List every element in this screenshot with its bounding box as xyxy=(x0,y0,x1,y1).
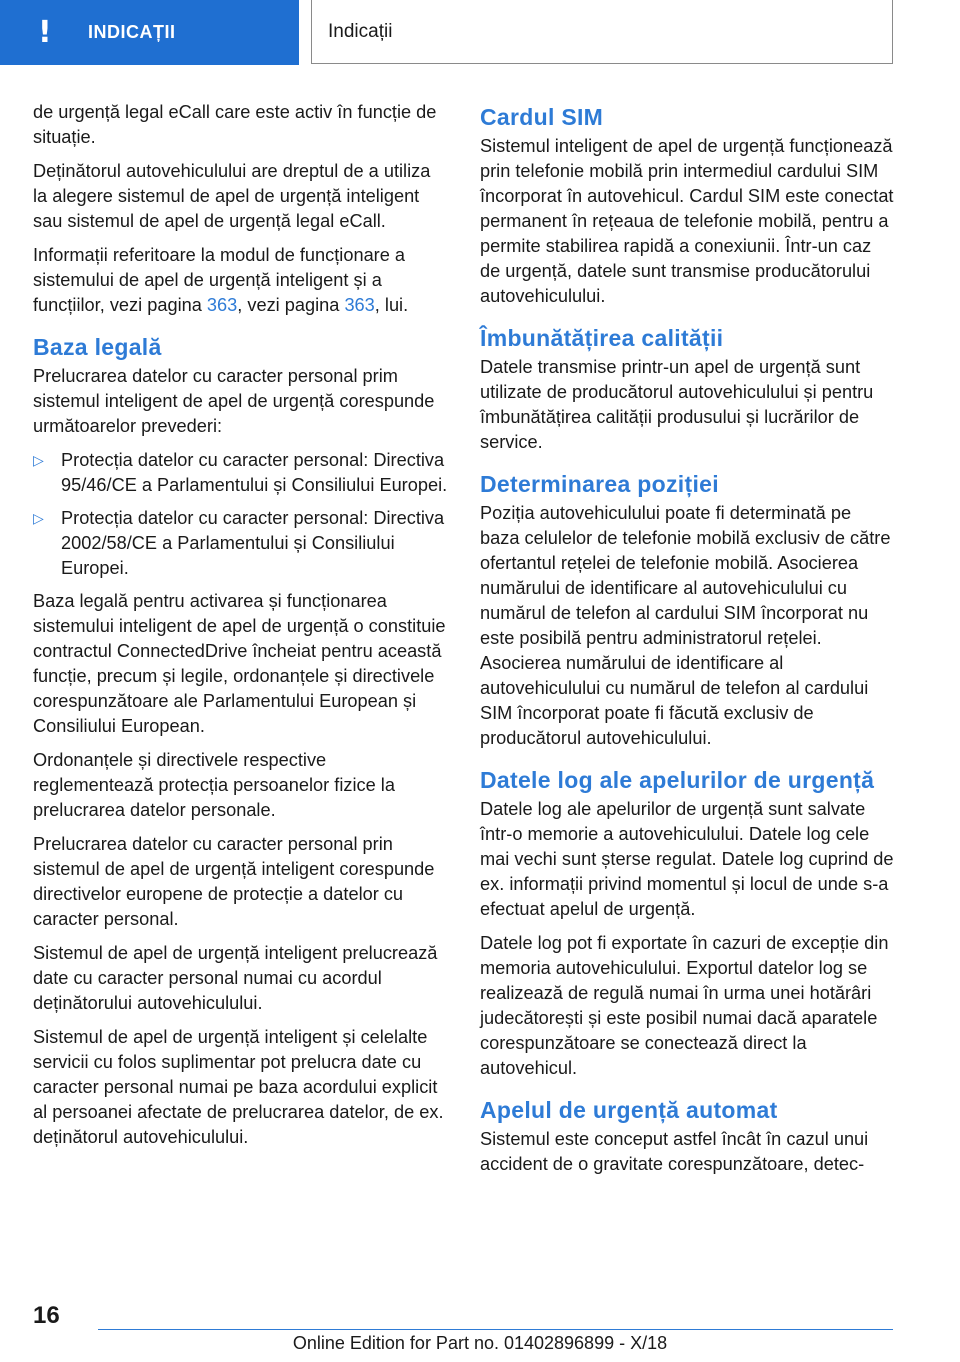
page-number: 16 xyxy=(33,1302,60,1329)
text: Informații referitoare la modul de funcționare a sistemului de apel de urgență inteligent și a funcțiilor, vezi pagina xyxy=(33,245,406,315)
breadcrumb-box xyxy=(311,0,893,64)
paragraph: Prelucrarea datelor cu caracter personal prim sistemul inteligent de apel de urgență corespunde următoarelor prevederi: xyxy=(33,366,435,436)
footer-edition: Online Edition for Part no. 01402896899 - X/18 xyxy=(292,1333,668,1353)
paragraph: Sistemul de apel de urgență inteligent prelucrează date cu caracter personal numai cu acordul deținătorului autovehiculului. xyxy=(33,943,438,1013)
paragraph: Deținătorul autovehiculului are dreptul de a utiliza la alegere sistemul de apel de urgență inteligent sau sistemul de apel de urgență legal eCall. xyxy=(33,161,431,231)
list-item-text: Protecția datelor cu caracter personal: Directiva 2002/58/CE a Parlamentului și Consiliului Europei. xyxy=(61,508,445,578)
paragraph: Baza legală pentru activarea și funcționarea sistemului inteligent de apel de urgență o constituie contractul ConnectedDrive încheiat pentru această funcție, precum și legile, ordonanțele și directivele corespunzătoare ale Parlamentului European și Consiliului European. xyxy=(33,591,446,736)
paragraph: Datele transmise printr-un apel de urgență sunt utilizate de producătorul autovehiculului și pentru îmbunătățirea calității produsului și lucrărilor de service. xyxy=(480,357,874,452)
left-column xyxy=(33,100,448,1159)
heading-cardul-sim: Cardul SIM xyxy=(480,104,604,130)
paragraph: Sistemul de apel de urgență inteligent și celelalte servicii cu folos suplimentar pot prelucra date cu caracter personal numai pe baza acordului explicit al persoanei afectate de prelucrarea datelor, de ex. deținătorul autovehiculului. xyxy=(33,1027,444,1147)
paragraph: Datele log pot fi exportate în cazuri de excepție din memoria autovehiculului. Exportul datelor log se realizează de regulă numai în urma unei hotărâri judecătorești și este posibil numai dacă aparatele corespunzătoare se conectează direct la autovehicul. xyxy=(480,933,889,1078)
heading-imbunatatirea-calitatii: Îmbunătățirea calității xyxy=(480,325,724,351)
heading-determinarea-pozitiei: Determinarea poziției xyxy=(480,471,719,497)
paragraph: Ordonanțele și directivele respective reglementează protecția persoanelor fizice la prelucrarea datelor personale. xyxy=(33,750,395,820)
paragraph: de urgență legal eCall care este activ în funcție de situație. xyxy=(33,102,437,147)
exclamation-icon: ! xyxy=(38,14,52,50)
page-link-363[interactable]: 363 xyxy=(206,295,238,315)
section-title: INDICAȚII xyxy=(88,22,176,42)
right-column xyxy=(480,100,895,1186)
text: , vezi pagina xyxy=(237,295,345,315)
paragraph: Sistemul este conceput astfel încât în cazul unui accident de o gravitate corespunzătoare, detec- xyxy=(480,1129,869,1174)
heading-baza-legala: Baza legală xyxy=(33,334,162,360)
paragraph: Prelucrarea datelor cu caracter personal prin sistemul de apel de urgență inteligent corespunde directivelor europene de protecție a datelor cu caracter personal. xyxy=(33,834,435,929)
triangle-bullet-icon: ▷ xyxy=(33,452,44,468)
breadcrumb: Indicații xyxy=(328,20,393,42)
paragraph: Sistemul inteligent de apel de urgență funcționează prin telefonie mobilă prin intermediul cardului SIM încorporat în autovehicul. Cardul SIM este conectat permanent în rețeaua de telefonie mobilă, pentru a permite stabilirea rapidă a conexiunii. Într-un caz de urgență, datele sunt transmise producătorului autovehiculului. xyxy=(480,136,894,306)
bullet-list xyxy=(33,448,448,581)
page-link-363-second[interactable]: 363 xyxy=(344,295,375,315)
heading-apelul-de-urgenta-automat: Apelul de urgență automat xyxy=(480,1097,778,1123)
list-item xyxy=(33,448,448,498)
text: , lui. xyxy=(374,295,409,315)
triangle-bullet-icon: ▷ xyxy=(33,510,44,526)
list-item xyxy=(33,506,448,581)
paragraph: Datele log ale apelurilor de urgență sunt salvate într-o memorie a autovehiculului. Datele log cele mai vechi sunt șterse regulat. Datele log cuprind de ex. informații privind momentul și locul de unde s-a efectuat apelul de urgență. xyxy=(480,799,894,919)
heading-datele-log: Datele log ale apelurilor de urgență xyxy=(480,767,875,793)
paragraph-with-links xyxy=(33,243,448,318)
list-item-text: Protecția datelor cu caracter personal: Directiva 95/46/CE a Parlamentului și Consiliului Europei. xyxy=(61,450,448,495)
section-tab xyxy=(0,0,299,65)
paragraph: Poziția autovehiculului poate fi determinată pe baza celulelor de telefonie mobilă exclusiv de către ofertantul rețelei de telefonie mobilă. Asocierea numărului de identificare al autovehiculului cu numărul de telefon al cardului SIM încorporat nu este posibilă pentru administratorul rețelei. Asocierea numărului de identificare al autovehiculului cu numărul de telefon al cardului SIM încorporat poate fi făcută exclusiv de producătorul autovehiculului. xyxy=(480,503,891,748)
footer-divider xyxy=(98,1329,893,1330)
